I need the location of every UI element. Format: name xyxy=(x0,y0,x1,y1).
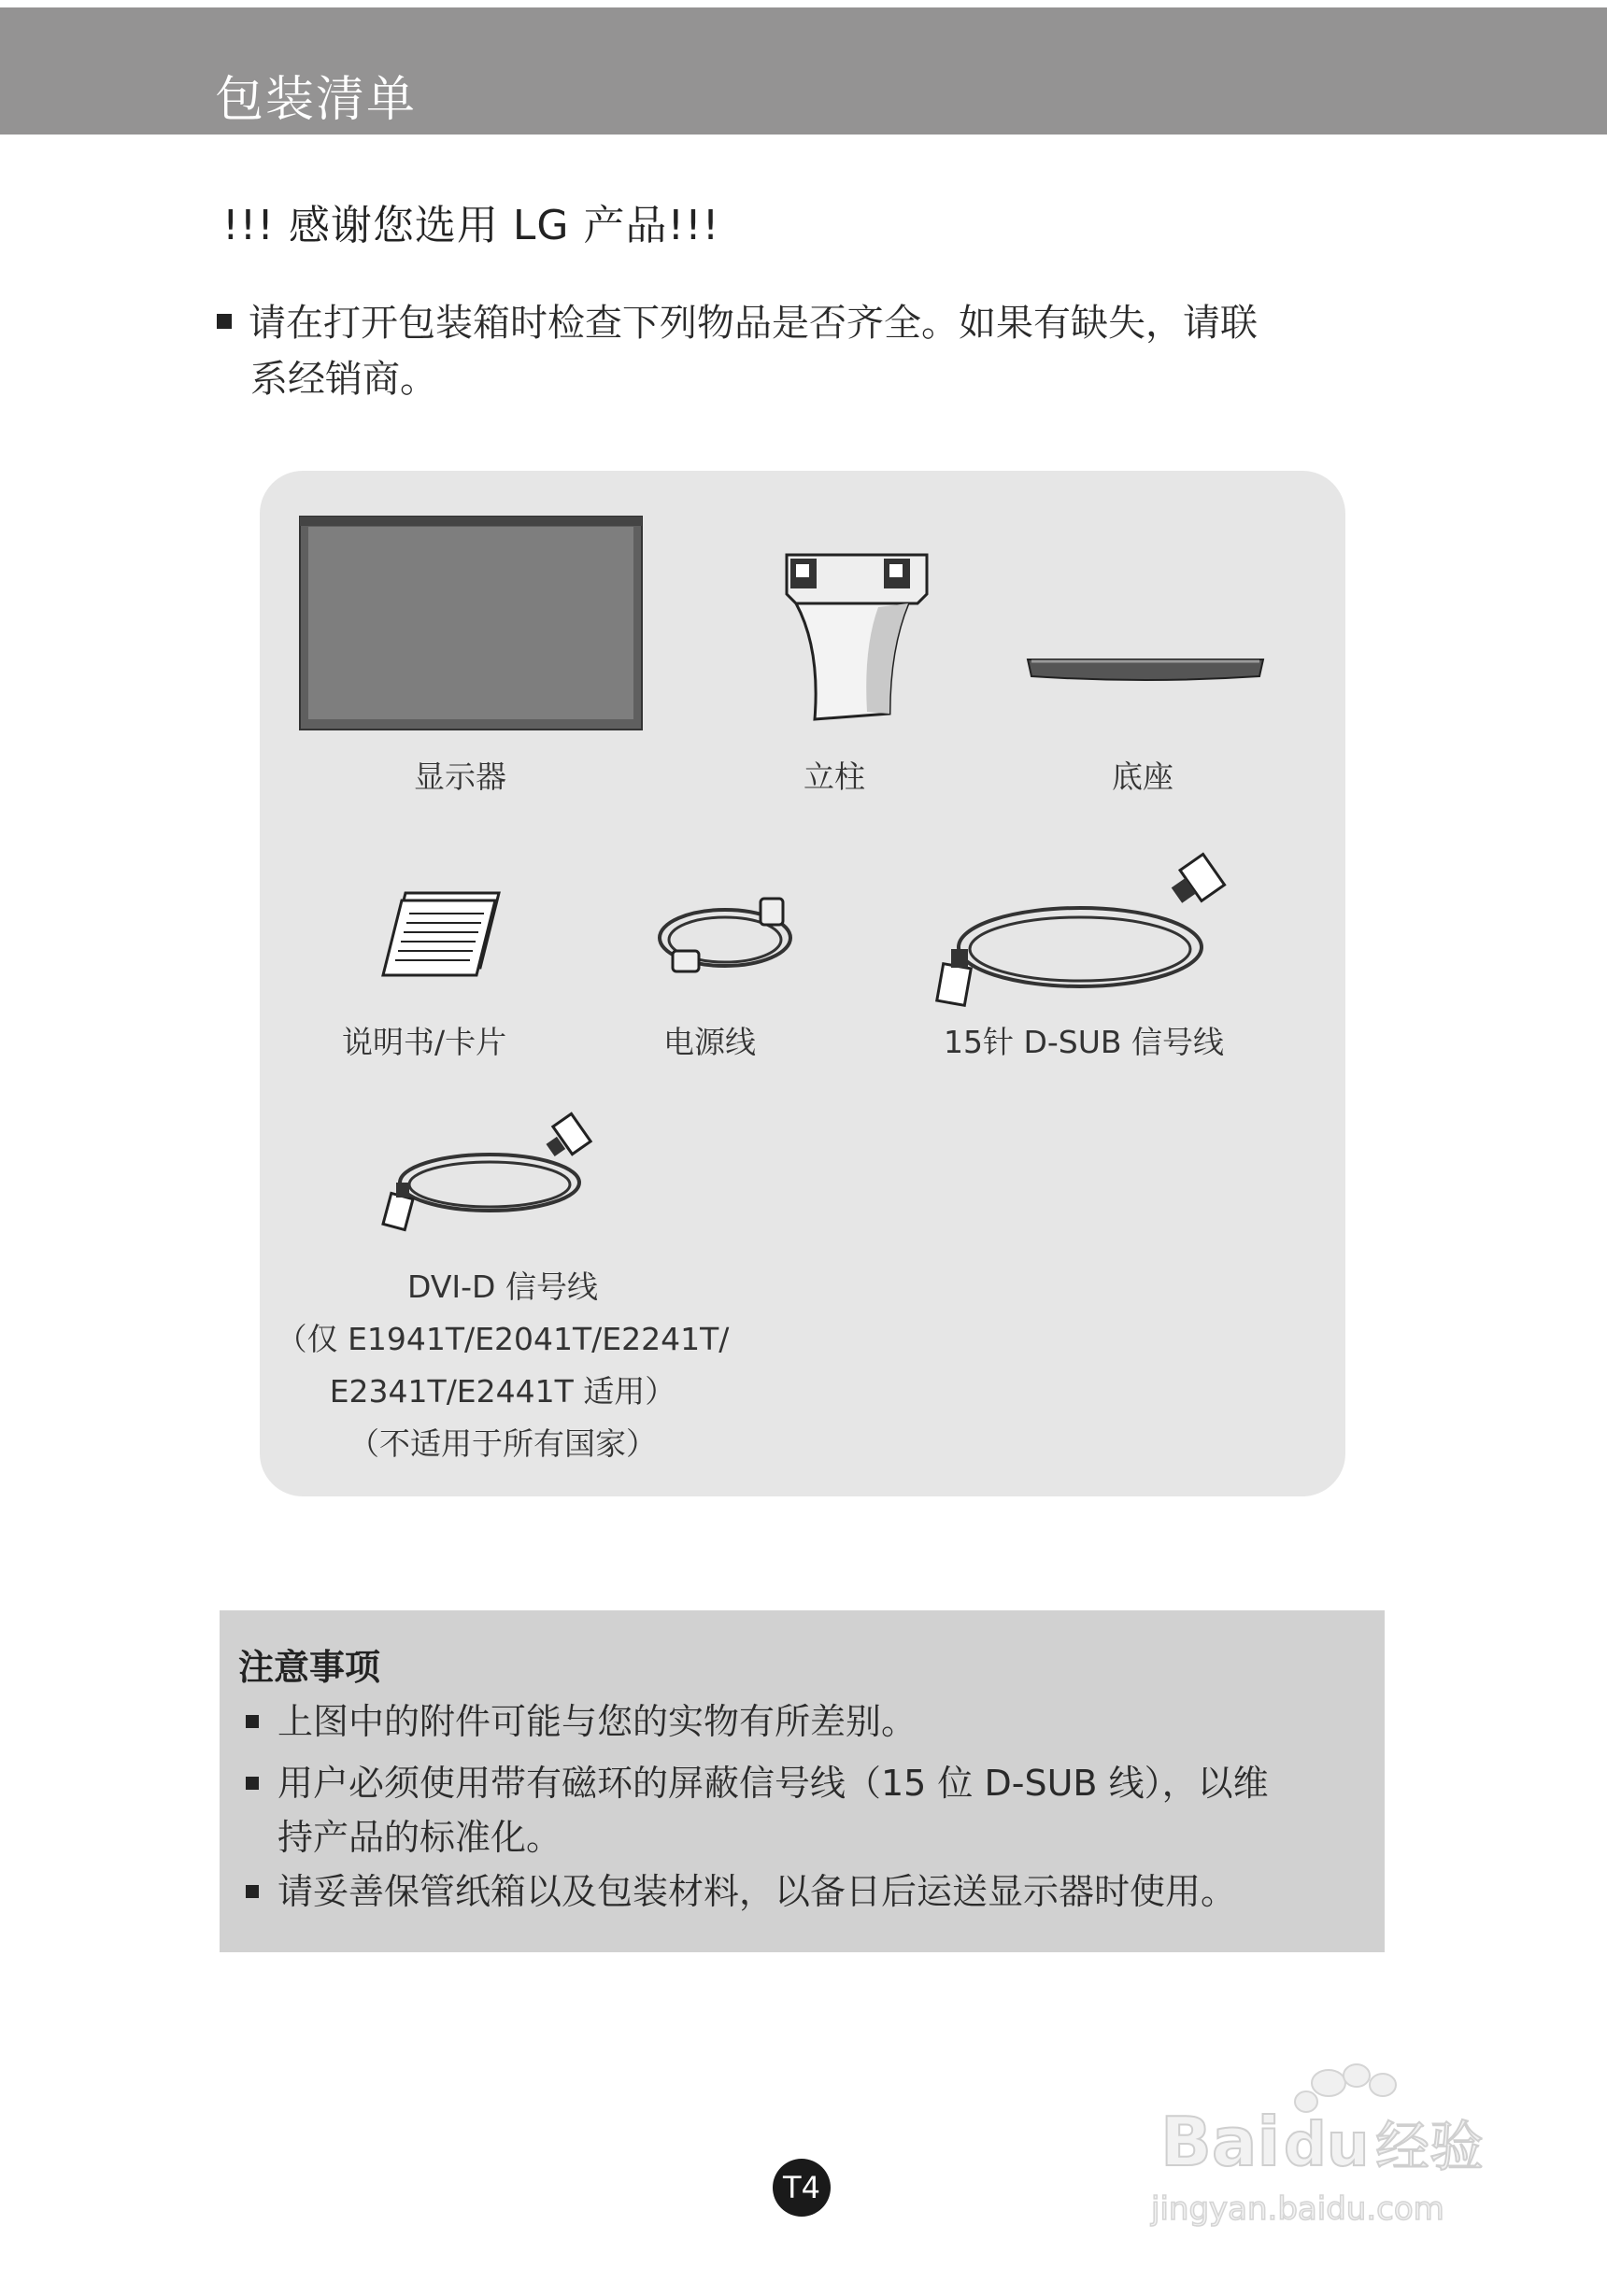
label-base: 底座 xyxy=(1112,758,1173,795)
notice-item xyxy=(238,1864,1369,1919)
label-monitor: 显示器 xyxy=(414,758,506,795)
notice-list xyxy=(238,1694,1369,1919)
notice-box xyxy=(220,1610,1385,1952)
notice-item xyxy=(238,1694,1369,1749)
label-dsub-cable: 15针 D-SUB 信号线 xyxy=(944,1024,1225,1060)
intro-paragraph xyxy=(217,295,1357,407)
label-power-cord: 电源线 xyxy=(663,1024,756,1060)
notice-item-text: 用户必须使用带有磁环的屏蔽信号线（15 位 D-SUB 线），以维 xyxy=(277,1763,1269,1804)
monitor-illustration xyxy=(299,516,645,732)
bullet-square xyxy=(246,1777,259,1790)
thanks-heading: !!! 感谢您选用 LG 产品!!! xyxy=(222,202,720,249)
notice-item-text-cont: 持产品的标准化。 xyxy=(277,1817,562,1858)
dvi-label-line-3: E2341T/E2441T 适用） xyxy=(329,1373,676,1410)
label-manual: 说明书/卡片 xyxy=(342,1024,507,1060)
svg-text:jingyan.baidu.com: jingyan.baidu.com xyxy=(1151,2190,1444,2228)
notice-item xyxy=(238,1756,1369,1864)
manual-illustration xyxy=(377,887,508,977)
page-number-badge: T4 xyxy=(773,2159,831,2217)
bullet-square xyxy=(246,1885,259,1898)
intro-line-2: 系经销商。 xyxy=(250,358,437,401)
baidu-jingyan-watermark-logo xyxy=(1142,2055,1534,2242)
bullet-square xyxy=(217,314,232,329)
dvi-label-line-2: （仅 E1941T/E2041T/E2241T/ xyxy=(276,1321,730,1357)
notice-item-text: 请妥善保管纸箱以及包装材料，以备日后运送显示器时使用。 xyxy=(277,1871,1237,1912)
page-header xyxy=(0,7,1607,135)
dsub-cable-illustration xyxy=(931,844,1230,1013)
bullet-square xyxy=(246,1715,259,1728)
label-stand: 立柱 xyxy=(804,758,865,795)
page-title: 包装清单 xyxy=(215,72,418,128)
svg-text:Bai: Bai xyxy=(1160,2103,1281,2181)
base-illustration xyxy=(1026,654,1265,686)
svg-text:du: du xyxy=(1284,2111,1370,2180)
dvi-label-line-1: DVI-D 信号线 xyxy=(407,1268,598,1305)
notice-item-text: 上图中的附件可能与您的实物有所差别。 xyxy=(277,1701,917,1742)
power-cord-illustration xyxy=(650,889,800,986)
intro-line-1: 请在打开包装箱时检查下列物品是否齐全。如果有缺失，请联 xyxy=(249,302,1258,345)
svg-text:经验: 经验 xyxy=(1375,2115,1485,2178)
stand-illustration xyxy=(777,546,946,730)
dvi-cable-label xyxy=(260,1261,746,1470)
dvi-cable-illustration xyxy=(377,1112,602,1233)
notice-title: 注意事项 xyxy=(238,1647,381,1688)
dvi-label-line-4: （不适用于所有国家） xyxy=(348,1425,657,1462)
